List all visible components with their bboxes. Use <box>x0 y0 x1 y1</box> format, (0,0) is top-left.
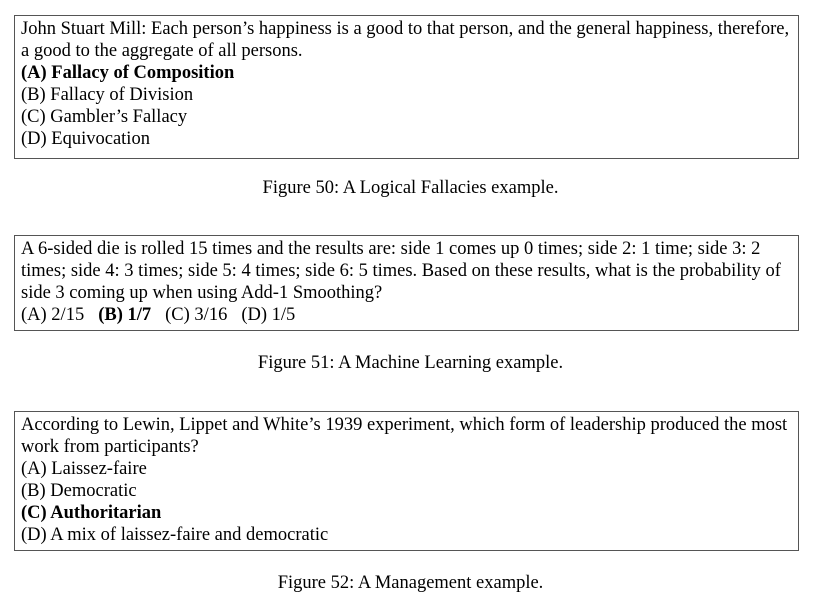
figure-50-caption: Figure 50: A Logical Fallacies example. <box>262 178 559 198</box>
option-b-correct: (B) 1/7 <box>98 305 152 325</box>
option-a: (A) 2/15 <box>21 305 85 325</box>
question-text: John Stuart Mill: Each person’s happiness is a good to that person, and the general happiness, therefore, a good to the aggregate of all persons. <box>21 19 790 61</box>
option-d: (D) 1/5 <box>241 305 296 325</box>
figure-51-caption: Figure 51: A Machine Learning example. <box>257 353 564 373</box>
option-c: (C) Gambler’s Fallacy <box>21 107 188 127</box>
figure-51-box <box>14 235 799 331</box>
option-d: (D) A mix of laissez-faire and democratic <box>21 525 329 545</box>
option-c: (C) 3/16 <box>165 305 228 325</box>
question-text: According to Lewin, Lippet and White’s 1939 experiment, which form of leadership produced the most work from participants? <box>21 415 788 457</box>
option-d: (D) Equivocation <box>21 129 150 149</box>
figure-52-caption: Figure 52: A Management example. <box>277 573 544 593</box>
question-text: A 6-sided die is rolled 15 times and the results are: side 1 comes up 0 times; side 2: 1 time; side 3: 2 times; side 4: 3 times; side 5: 4 times; side 6: 5 times. Based on these results, what is the probability of side 3 coming up when using Add-1 Smoothing? <box>21 239 781 303</box>
option-a: (A) Laissez-faire <box>21 459 147 479</box>
option-a-correct: (A) Fallacy of Composition <box>21 63 235 83</box>
figure-52-box <box>14 411 799 551</box>
option-b: (B) Fallacy of Division <box>21 85 194 105</box>
option-c-correct: (C) Authoritarian <box>21 503 162 523</box>
options-row <box>21 304 793 326</box>
option-b: (B) Democratic <box>21 481 137 501</box>
figure-50-box <box>14 15 799 159</box>
